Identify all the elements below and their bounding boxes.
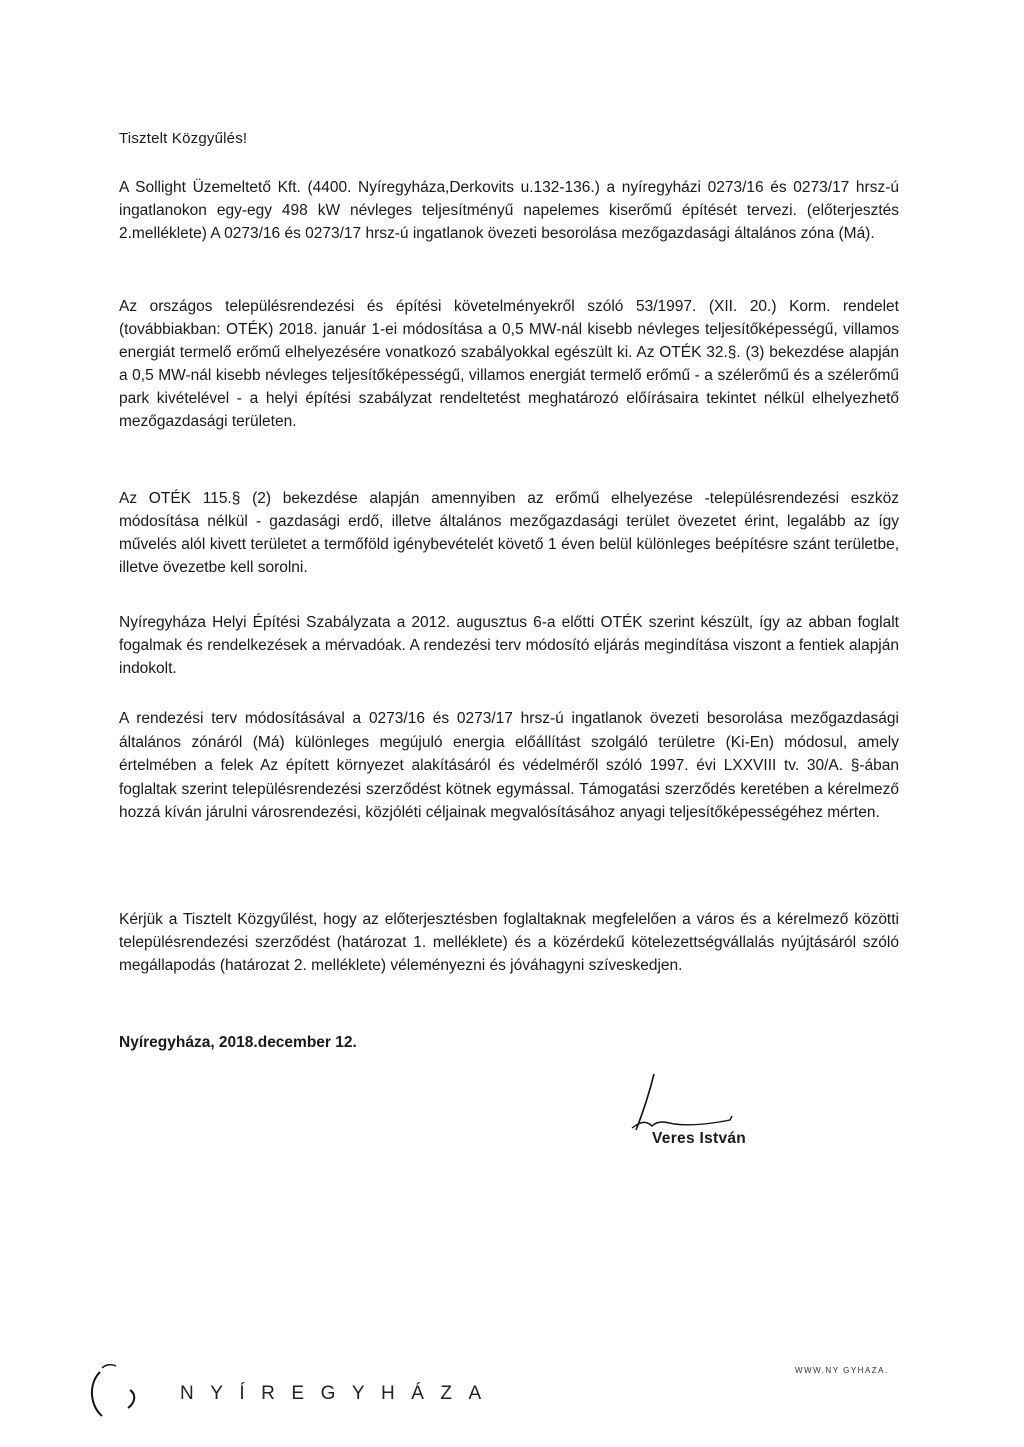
footer-logo-text: NYÍREGYHÁZA	[180, 1383, 498, 1404]
greeting: Tisztelt Közgyűlés!	[119, 130, 248, 147]
paragraph-2: Az országos településrendezési és építési követelményekről szóló 53/1997. (XII. 20.) Korm. rendelet (továbbiakban: OTÉK) 2018. január 1-ei módosítása a 0,5 MW-nál kisebb névleges teljesítőképességű, villamos energiát termelő erőmű elhelyezésére vonatkozó szabályokkal egészült ki. Az OTÉK 32.§. (3) bekezdése alapján a 0,5 MW-nál kisebb névleges teljesítőképességű, villamos energiát termelő erőmű - a szélerőmű és a szélerőmű park kivételével - a helyi építési szabályzat rendeltetést meghatározó előírásaira tekintet nélkül elhelyezhető mezőgazdasági területen.	[119, 298, 899, 430]
paragraph-4: Nyíregyháza Helyi Építési Szabályzata a 2012. augusztus 6-a előtti OTÉK szerint készült, így az abban foglalt fogalmak és rendelkezések a mérvadóak. A rendezési terv módosító eljárás megindítása viszont a fentiek alapján indokolt.	[119, 614, 899, 677]
paragraph-1: A Sollight Üzemeltető Kft. (4400. Nyíregyháza,Derkovits u.132-136.) a nyíregyházi 0273/16 és 0273/17 hrsz-ú ingatlanokon egy-egy 498 kW névleges teljesítményű napelemes kiserőmű építését tervezi. (előterjesztés 2.melléklete) A 0273/16 és 0273/17 hrsz-ú ingatlanok övezeti besorolása mezőgazdasági általános zóna (Má).	[119, 179, 899, 242]
signature-image	[614, 1070, 744, 1134]
footer-website: WWW.NY GYHAZA.	[795, 1366, 889, 1375]
paragraph-5: A rendezési terv módosításával a 0273/16 és 0273/17 hrsz-ú ingatlanok övezeti besorolása mezőgazdasági általános zónáról (Má) különleges megújuló energia előállítást szolgáló területre (Ki-En) módosul, amely értelmében a felek Az épített környezet alakításáról és védelméről szóló 1997. évi LXXVIII tv. 30/A. §-ában foglaltak szerint településrendezési szerződést kötnek egymással. Támogatási szerződés keretében a kérelmező hozzá kíván járulni városrendezési, közjóléti céljainak megvalósításához anyagi teljesítőképességéhez mérten.	[119, 710, 899, 821]
paragraph-3: Az OTÉK 115.§ (2) bekezdése alapján amennyiben az erőmű elhelyezése -településrendezési eszköz módosítása nélkül - gazdasági erdő, illetve általános mezőgazdasági terület övezetet érint, legalább az így művelés alól kivett területet a termőföld igénybevételét követő 1 éven belül különleges beépítésre szánt területbe, illetve övezetbe kell sorolni.	[119, 490, 899, 576]
city-logo-icon	[86, 1360, 156, 1418]
paragraph-6: Kérjük a Tisztelt Közgyűlést, hogy az előterjesztésben foglaltaknak megfelelően a város és a kérelmező közötti településrendezési szerződést (határozat 1. melléklete) és a közérdekű kötelezettségvállalás nyújtásáról szóló megállapodás (határozat 2. melléklete) véleményezni és jóváhagyni szíveskedjen.	[119, 911, 899, 974]
date-line: Nyíregyháza, 2018.december 12.	[119, 1034, 357, 1051]
signer-name: Veres István	[652, 1130, 747, 1147]
